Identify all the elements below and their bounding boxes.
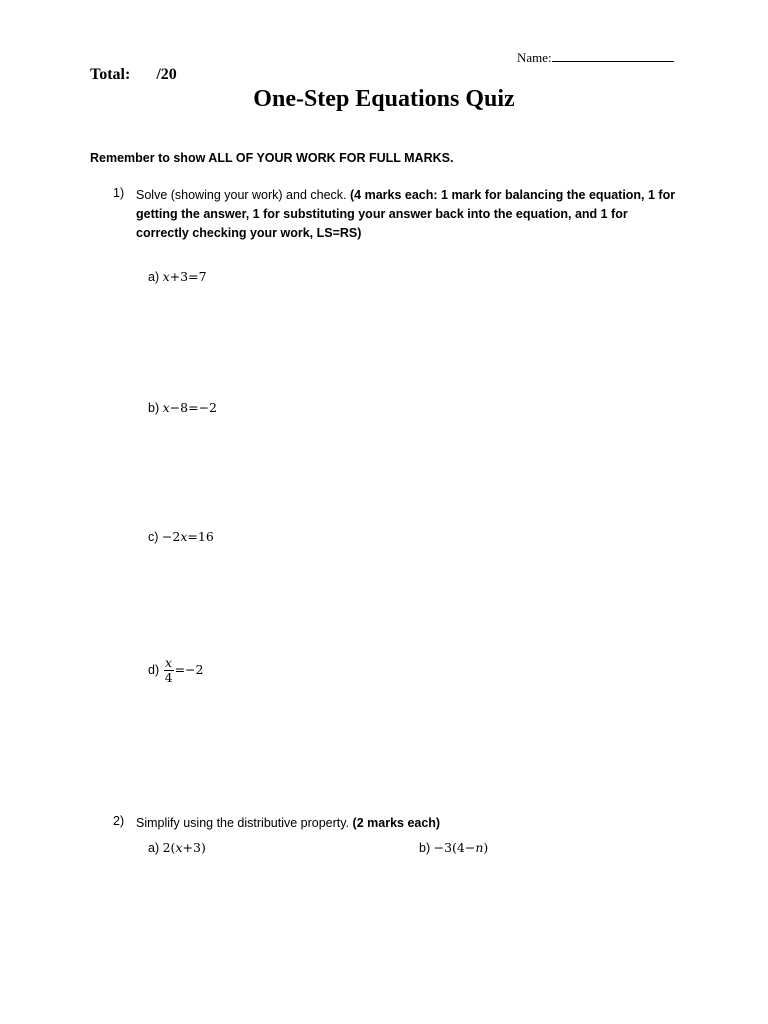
expression-prefix: 2(	[162, 840, 176, 855]
item-label: c)	[148, 530, 159, 544]
total-label: Total:	[90, 66, 131, 83]
name-field[interactable]	[517, 49, 674, 66]
quiz-title: One-Step Equations Quiz	[253, 86, 515, 112]
question-1c	[148, 529, 214, 544]
question-2b	[419, 840, 488, 855]
item-label: a)	[148, 841, 160, 855]
question-1-instructions	[136, 186, 676, 243]
question-1-instruction: Solve (showing your work) and check.	[136, 188, 347, 202]
equation-rest: =16	[187, 529, 214, 544]
item-label: b)	[419, 841, 431, 855]
question-1a	[148, 269, 207, 284]
name-blank-line[interactable]	[552, 49, 674, 62]
expression	[434, 840, 489, 855]
equation	[163, 269, 207, 284]
coefficient: −2	[161, 529, 181, 544]
variable: x	[162, 400, 170, 415]
expression-prefix: −3(4−	[433, 840, 476, 855]
question-1-marks: (4 marks each: 1 mark for balancing the equation, 1 for getting the answer, 1 for substituting your answer back into the equation, and 1 for correctly checking your work, LS=RS)	[136, 188, 676, 240]
variable: x	[180, 529, 188, 544]
total-value: /20	[156, 66, 177, 83]
reminder-text: Remember to show ALL OF YOUR WORK FOR FULL MARKS.	[90, 151, 454, 165]
equation-rest: +3=7	[169, 269, 207, 284]
variable: x	[162, 269, 170, 284]
fraction	[164, 656, 174, 685]
fraction-denominator: 4	[164, 670, 173, 685]
question-1-number: 1)	[113, 186, 125, 200]
variable: n	[475, 840, 484, 855]
question-2-marks: (2 marks each)	[352, 816, 441, 830]
variable: x	[175, 840, 183, 855]
equation	[163, 655, 204, 685]
equation	[163, 400, 217, 415]
question-1d	[148, 656, 203, 685]
total-score	[90, 66, 177, 84]
question-2-instructions	[136, 814, 440, 833]
item-label: a)	[148, 270, 160, 284]
item-label: d)	[148, 663, 160, 677]
equation-rest: =−2	[174, 662, 204, 677]
expression	[163, 840, 206, 855]
question-2-instruction: Simplify using the distributive property.	[136, 816, 350, 830]
question-1b	[148, 400, 217, 415]
expression-rest: )	[483, 840, 489, 855]
item-label: b)	[148, 401, 160, 415]
question-2-number: 2)	[113, 814, 125, 828]
question-2a	[148, 840, 206, 855]
equation	[162, 529, 214, 544]
name-label: Name:	[517, 50, 552, 65]
fraction-numerator: x	[165, 655, 173, 670]
expression-rest: +3)	[182, 840, 206, 855]
equation-rest: −8=−2	[169, 400, 217, 415]
